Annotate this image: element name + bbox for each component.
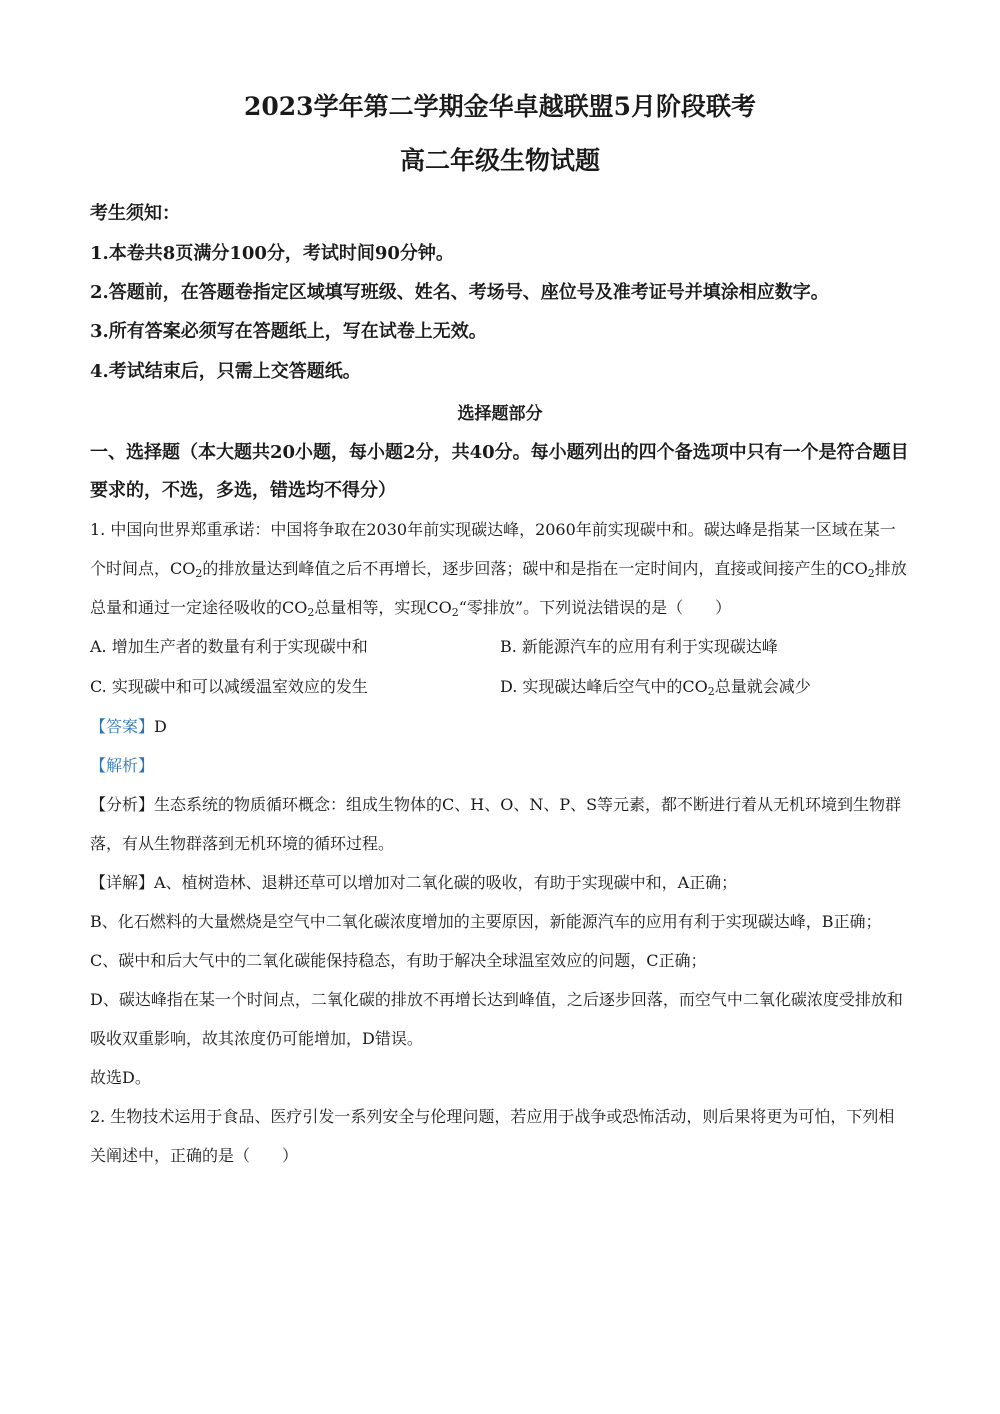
notice-item-4: 4.考试结束后，只需上交答题纸。: [90, 361, 361, 382]
co2-subscript: 2: [707, 685, 715, 698]
notice-block: [90, 194, 910, 392]
q1-options-row-2: [90, 667, 910, 707]
co2-subscript: 2: [867, 567, 875, 580]
q1-stem-text-3: 排放总量和通过一定途径吸收的CO: [90, 559, 907, 617]
q1-analysis: [90, 746, 910, 785]
q1-option-a: A. 增加生产者的数量有利于实现碳中和: [90, 637, 368, 656]
notice-item-2: 2.答题前，在答题卷指定区域填写班级、姓名、考场号、座位号及准考证号并填涂相应数字。: [90, 282, 829, 303]
q1-detail-c: C、碳中和后大气中的二氧化碳能保持稳态，有助于解决全球温室效应的问题，C正确；: [90, 951, 707, 970]
detail-a-text: A、植树造林、退耕还草可以增加对二氧化碳的吸收，有助于实现碳中和，A正确；: [154, 873, 738, 892]
notice-heading: 考生须知：: [90, 203, 180, 224]
section-instruction: 一、选择题（本大题共20小题，每小题2分，共40分。每小题列出的四个备选项中只有一个是符合题目要求的，不选，多选，错选均不得分）: [90, 442, 909, 501]
co2-subscript: 2: [195, 567, 203, 580]
q1-conclusion: 故选D。: [90, 1068, 151, 1087]
detail-tag: 【详解】: [90, 873, 155, 892]
q1-option-d-text-2: 总量就会减少: [714, 677, 811, 696]
q1-detail-b: B、化石燃料的大量燃烧是空气中二氧化碳浓度增加的主要原因，新能源汽车的应用有利于实现碳达峰，B正确；: [90, 912, 882, 931]
question-1-stem: [90, 510, 910, 627]
question-2: [90, 1097, 910, 1175]
fenxi-text: 生态系统的物质循环概念：组成生物体的C、H、O、N、P、S等元素，都不断进行着从无机环境到生物群落，有从生物群落到无机环境的循环过程。: [90, 795, 902, 853]
q1-detail-a: [90, 863, 910, 902]
notice-item-3: 3.所有答案必须写在答题纸上，写在试卷上无效。: [90, 321, 487, 342]
q1-fenxi: [90, 785, 910, 863]
co2-subscript: 2: [307, 606, 315, 619]
q1-option-d: [500, 667, 910, 707]
q1-answer: [90, 707, 910, 746]
fenxi-tag: 【分析】: [90, 795, 155, 814]
co2-subscript: 2: [451, 606, 459, 619]
q1-stem-text-5: “零排放”。下列说法错误的是（ ）: [458, 598, 732, 617]
answer-tag: 【答案】: [90, 717, 155, 736]
analysis-tag: 【解析】: [90, 756, 155, 775]
section-title: 选择题部分: [457, 404, 543, 424]
answer-value: D: [154, 717, 167, 736]
q1-option-c: C. 实现碳中和可以减缓温室效应的发生: [90, 677, 368, 696]
q1-stem-text-1: 1. 中国向世界郑重承诺：中国将争取在2030年前实现碳达峰，2060年前实现碳中和。碳达峰是指某一区域在某一个时间点，CO: [90, 520, 896, 578]
q1-option-b: B. 新能源汽车的应用有利于实现碳达峰: [500, 637, 778, 656]
exam-page: [90, 80, 910, 1175]
q1-detail-d: D、碳达峰指在某一个时间点，二氧化碳的排放不再增长达到峰值，之后逐步回落，而空气中二氧化碳浓度受排放和吸收双重影响，故其浓度仍可能增加，D错误。: [90, 990, 903, 1048]
q1-stem-text-4: 总量相等，实现CO: [314, 598, 452, 617]
question-1: [90, 510, 910, 1097]
q1-options-row-1: [90, 627, 910, 667]
q1-option-d-text-1: D. 实现碳达峰后空气中的CO: [500, 677, 708, 696]
q1-stem-text-2: 的排放量达到峰值之后不再增长，逐步回落；碳中和是指在一定时间内，直接或间接产生的CO: [202, 559, 868, 578]
exam-subtitle: 高二年级生物试题: [399, 146, 600, 175]
question-2-stem: 2. 生物技术运用于食品、医疗引发一系列安全与伦理问题，若应用于战争或恐怖活动，则后果将更为可怕，下列相关阐述中，正确的是（ ）: [90, 1107, 895, 1165]
notice-item-1: 1.本卷共8页满分100分，考试时间90分钟。: [90, 243, 454, 264]
exam-title: 2023学年第二学期金华卓越联盟5月阶段联考: [244, 92, 756, 121]
